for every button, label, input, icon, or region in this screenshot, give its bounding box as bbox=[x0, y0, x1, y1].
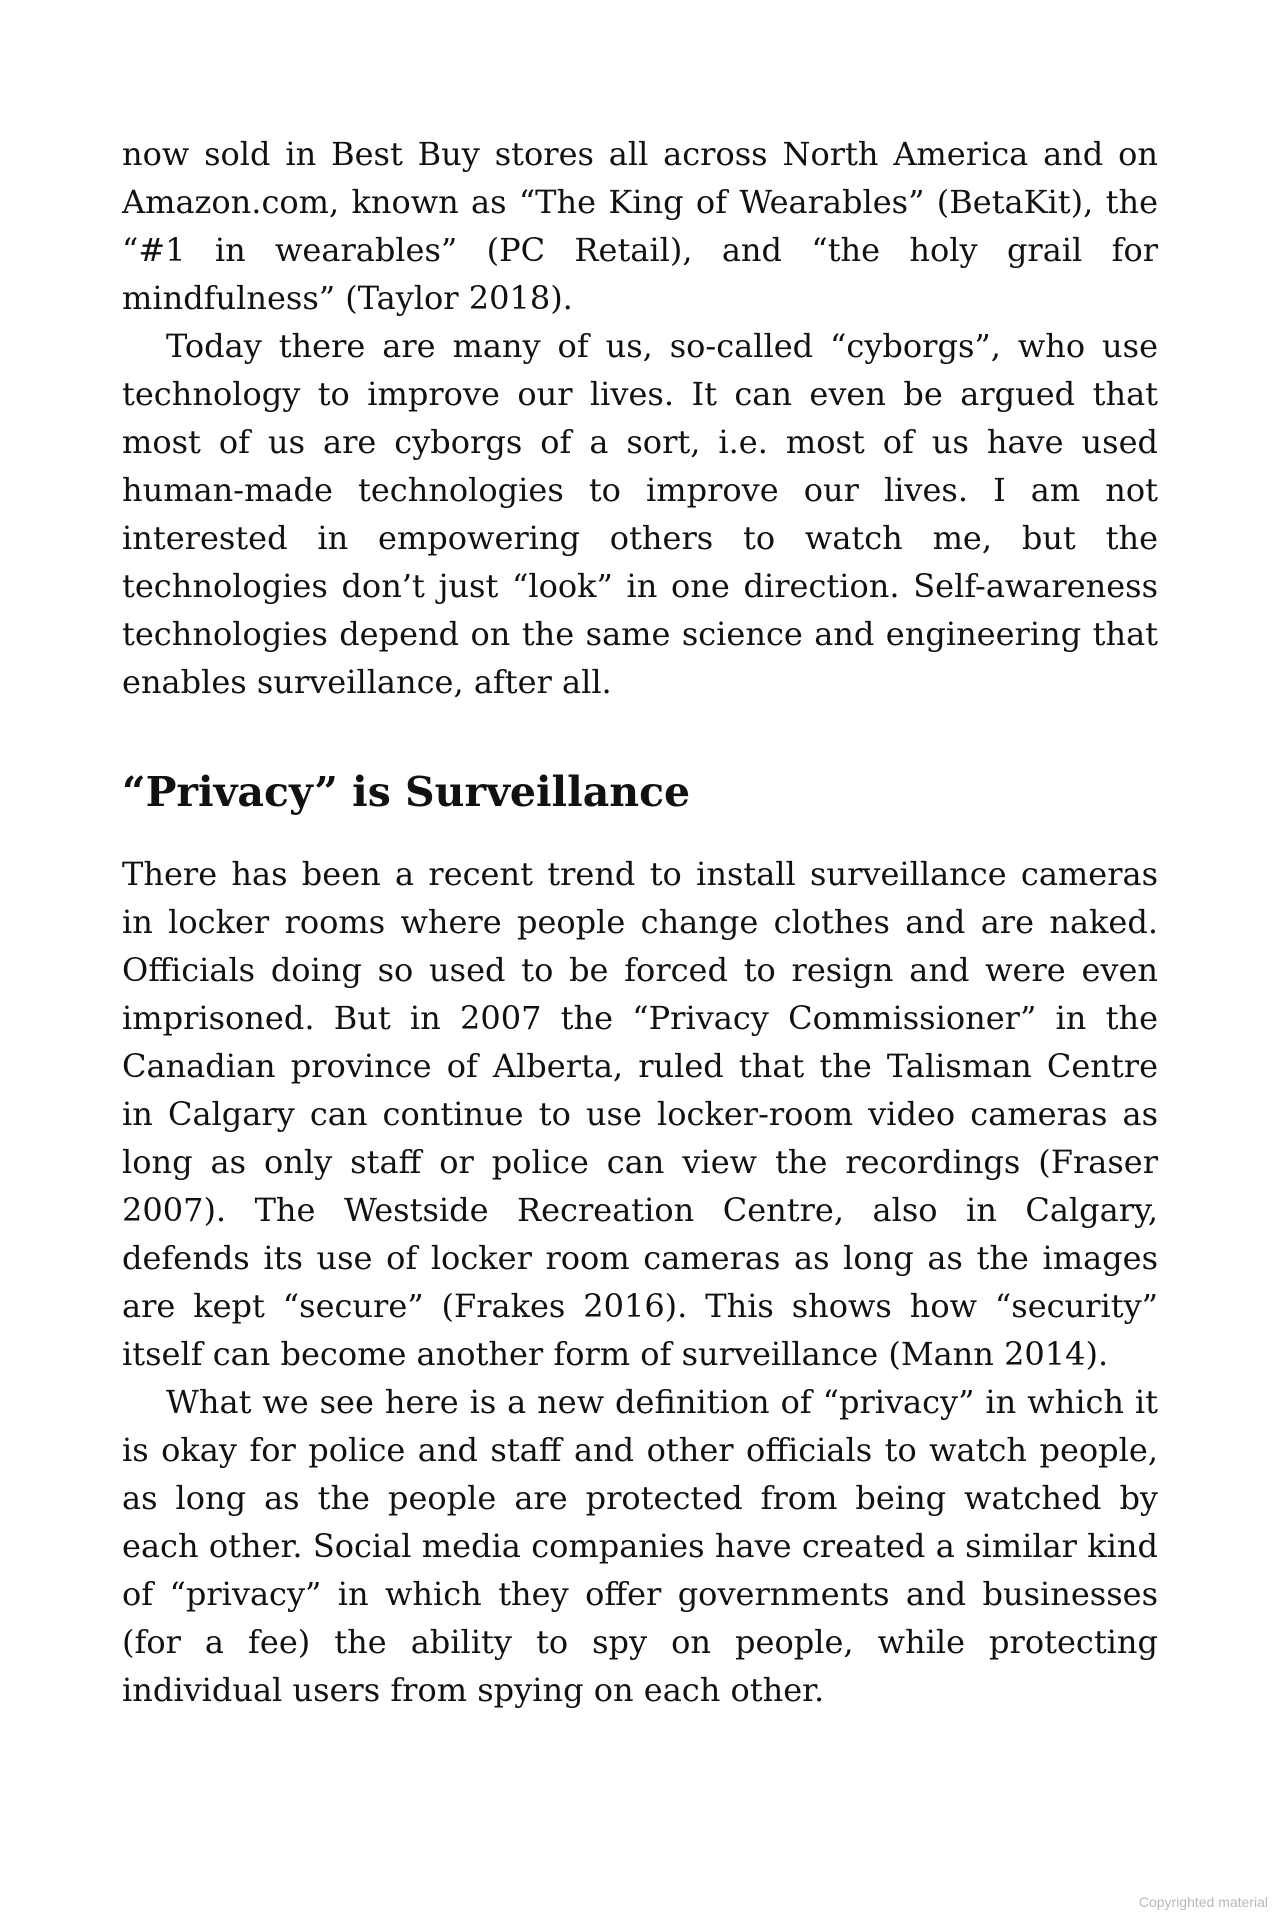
paragraph-privacy-definition: What we see here is a new definition of “privacy” in which it is okay for police and staff and other officials to watch people, as long as the people are protected from being watched by each other. Social media companies have created a similar kind of “privacy” in which they offer governments and businesses (for a fee) the ability to spy on people, while protecting individual users from spying on each other. bbox=[122, 1383, 1158, 1709]
book-page-body bbox=[122, 130, 1158, 1714]
section-heading: “Privacy” is Surveillance bbox=[122, 768, 691, 816]
paragraph-continued: now sold in Best Buy stores all across North America and on Amazon.com, known as “The King of Wearables” (BetaKit), the “#1 in wearables” (PC Retail), and “the holy grail for mindfulness” (Taylor 2018). bbox=[122, 135, 1158, 317]
copyright-watermark: Copyrighted material bbox=[1138, 1894, 1268, 1910]
paragraph-locker-rooms: There has been a recent trend to install surveillance cameras in locker rooms where people change clothes and are naked. Officials doing so used to be forced to resign and were even imprisoned. But in 2007 the “Privacy Commissioner” in the Canadian province of Alberta, ruled that the Talisman Centre in Calgary can continue to use locker-room video cameras as long as only staff or police can view the recordings (Fraser 2007). The Westside Recreation Centre, also in Calgary, defends its use of locker room cameras as long as the images are kept “secure” (Frakes 2016). This shows how “security” itself can become another form of surveillance (Mann 2014). bbox=[122, 855, 1158, 1373]
paragraph-cyborgs: Today there are many of us, so-called “cyborgs”, who use technology to improve our lives. It can even be argued that most of us are cyborgs of a sort, i.e. most of us have used human-made technologies to improve our lives. I am not interested in empowering others to watch me, but the technologies don’t just “look” in one direction. Self-awareness technologies depend on the same science and engineering that enables surveillance, after all. bbox=[122, 327, 1158, 701]
